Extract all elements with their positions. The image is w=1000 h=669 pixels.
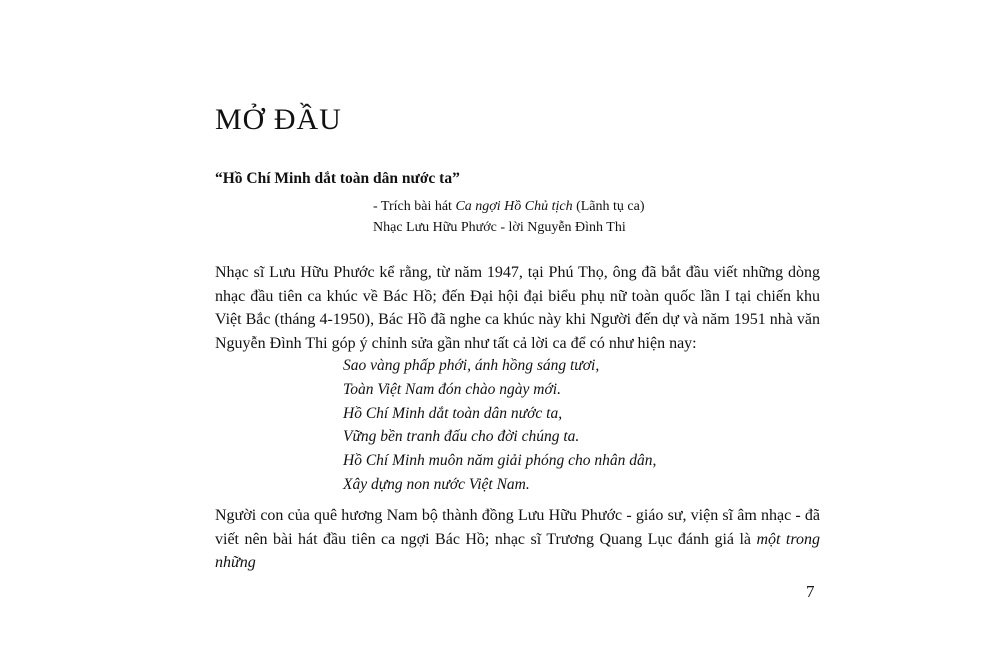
body-paragraph-2-text: Người con của quê hương Nam bộ thành đồng Lưu Hữu Phước - giáo sư, viện sĩ âm nhạc - đã viết nên bài hát đầu tiên ca ngợi Bác Hồ; nhạc sĩ Trương Quang Lục đánh giá là xyxy=(215,507,820,548)
epigraph-song-title: Ca ngợi Hồ Chủ tịch xyxy=(455,199,573,214)
body-paragraph-2 xyxy=(215,504,820,575)
lyric-line: Toàn Việt Nam đón chào ngày mới. xyxy=(343,380,561,398)
song-lyrics xyxy=(343,354,656,497)
epigraph-source xyxy=(373,199,645,215)
epigraph-quote: “Hồ Chí Minh dắt toàn dân nước ta” xyxy=(215,170,460,187)
epigraph-source-suffix: (Lãnh tụ ca) xyxy=(572,199,645,214)
lyric-line: Sao vàng phấp phới, ánh hồng sáng tươi, xyxy=(343,357,600,374)
chapter-heading: MỞ ĐẦU xyxy=(215,103,342,136)
page-number: 7 xyxy=(806,582,815,601)
lyric-line: Xây dựng non nước Việt Nam. xyxy=(343,475,530,493)
body-paragraph-1: Nhạc sĩ Lưu Hữu Phước kể rằng, từ năm 1947, tại Phú Thọ, ông đã bắt đầu viết những dòng nhạc đầu tiên ca khúc về Bác Hồ; đến Đại hội đại biểu phụ nữ toàn quốc lần I tại chiến khu Việt Bắc (tháng 4-1950), Bác Hồ đã nghe ca khúc này khi Người đến dự và năm 1951 nhà văn Nguyễn Đình Thi góp ý chỉnh sửa gần như tất cả lời ca để có như hiện nay: xyxy=(215,264,820,352)
lyric-line: Vững bền tranh đấu cho đời chúng ta. xyxy=(343,428,580,446)
epigraph-source-prefix: - Trích bài hát xyxy=(373,199,456,214)
body-paragraph-2-emphasis: một trong những xyxy=(215,530,821,571)
lyric-line: Hồ Chí Minh dắt toàn dân nước ta, xyxy=(343,404,563,422)
epigraph-authors: Nhạc Lưu Hữu Phước - lời Nguyễn Đình Thi xyxy=(373,220,626,235)
lyric-line: Hồ Chí Minh muôn năm giải phóng cho nhân dân, xyxy=(343,452,657,470)
